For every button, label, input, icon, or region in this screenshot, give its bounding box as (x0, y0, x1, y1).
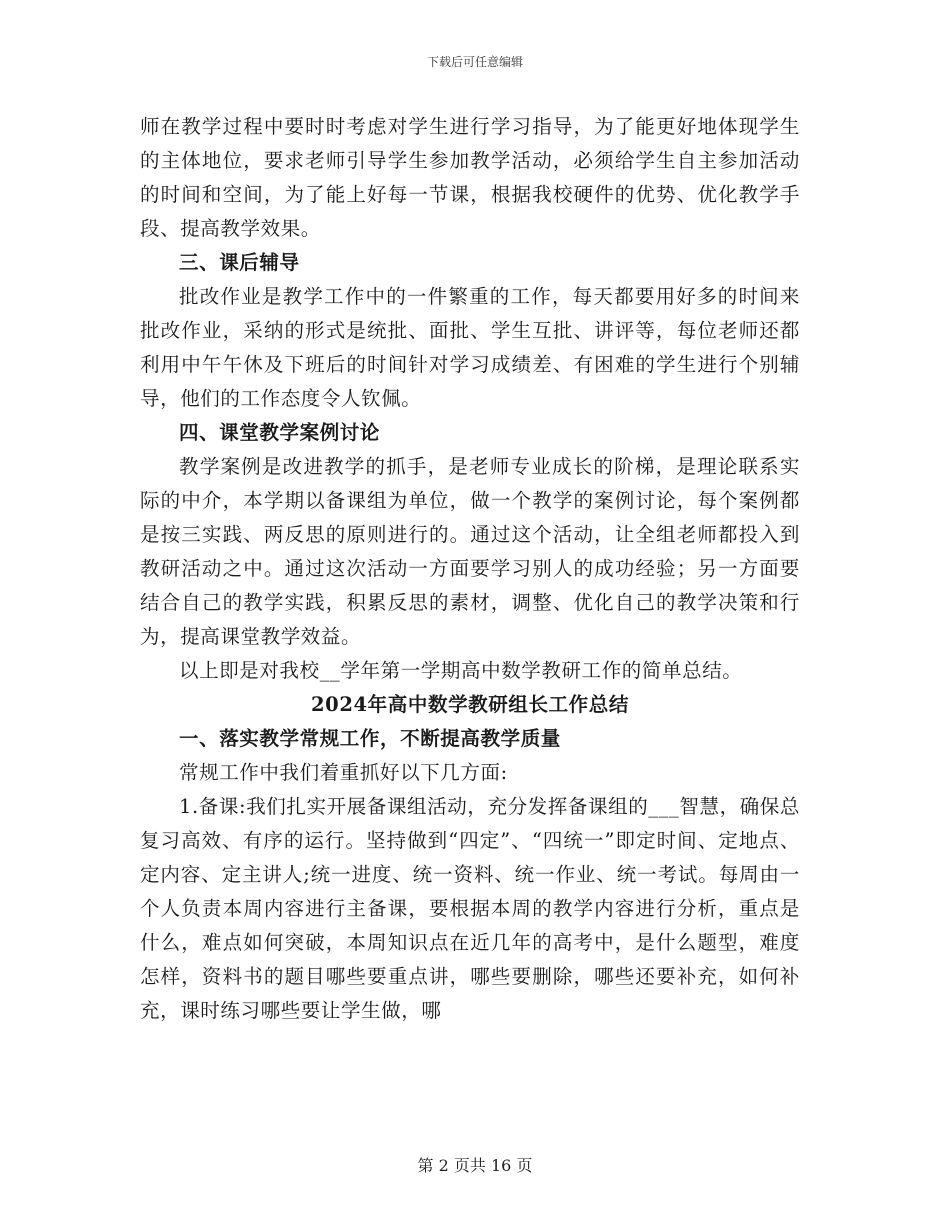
document-title: 2024年高中数学教研组长工作总结 (311, 693, 629, 716)
paragraph: 教学案例是改进教学的抓手，是老师专业成长的阶梯，是理论联系实际的中介，本学期以备课组为单位，做一个教学的案例讨论，每个案例都是按三实践、两反思的原则进行的。通过这个活动，让全组老师都投入到教研活动之中。通过这次活动一方面要学习别人的成功经验；另一方面要结合自己的教学实践，积累反思的素材，调整、优化自己的教学决策和行为，提高课堂教学效益。 (140, 455, 800, 648)
page-header: 下载后可任意编辑 (426, 55, 523, 69)
section-heading: 三、课后辅导 (179, 251, 300, 274)
section-heading: 一、落实教学常规工作，不断提高教学质量 (179, 727, 561, 750)
paragraph: 师在教学过程中要时时考虑对学生进行学习指导，为了能更好地体现学生的主体地位，要求老师引导学生参加教学活动，必须给学生自主参加活动的时间和空间，为了能上好每一节课，根据我校硬件的优势、优化教学手段、提高教学效果。 (140, 115, 800, 240)
page-footer: 第 2 页共 16 页 (417, 1156, 533, 1175)
paragraph: 常规工作中我们着重抓好以下几方面: (179, 761, 508, 784)
paragraph: 1.备课:我们扎实开展备课组活动，充分发挥备课组的___智慧，确保总复习高效、有序的运行。坚持做到“四定”、“四统一”即定时间、定地点、定内容、定主讲人;统一进度、统一资料、统一作业、统一考试。每周由一个人负责本周内容进行主备课，要根据本周的教学内容进行分析，重点是什么，难点如何突破，本周知识点在近几年的高考中，是什么题型，难度怎样，资料书的题目哪些要重点讲，哪些要删除，哪些还要补充，如何补充，课时练习哪些要让学生做，哪 (140, 795, 800, 1022)
paragraph: 批改作业是教学工作中的一件繁重的工作，每天都要用好多的时间来批改作业，采纳的形式是统批、面批、学生互批、讲评等，每位老师还都利用中午午休及下班后的时间针对学习成绩差、有困难的学生进行个别辅导，他们的工作态度令人钦佩。 (140, 285, 800, 410)
section-heading: 四、课堂教学案例讨论 (179, 421, 381, 444)
paragraph: 以上即是对我校__学年第一学期高中数学教研工作的简单总结。 (179, 659, 743, 682)
document-body (140, 110, 800, 1028)
